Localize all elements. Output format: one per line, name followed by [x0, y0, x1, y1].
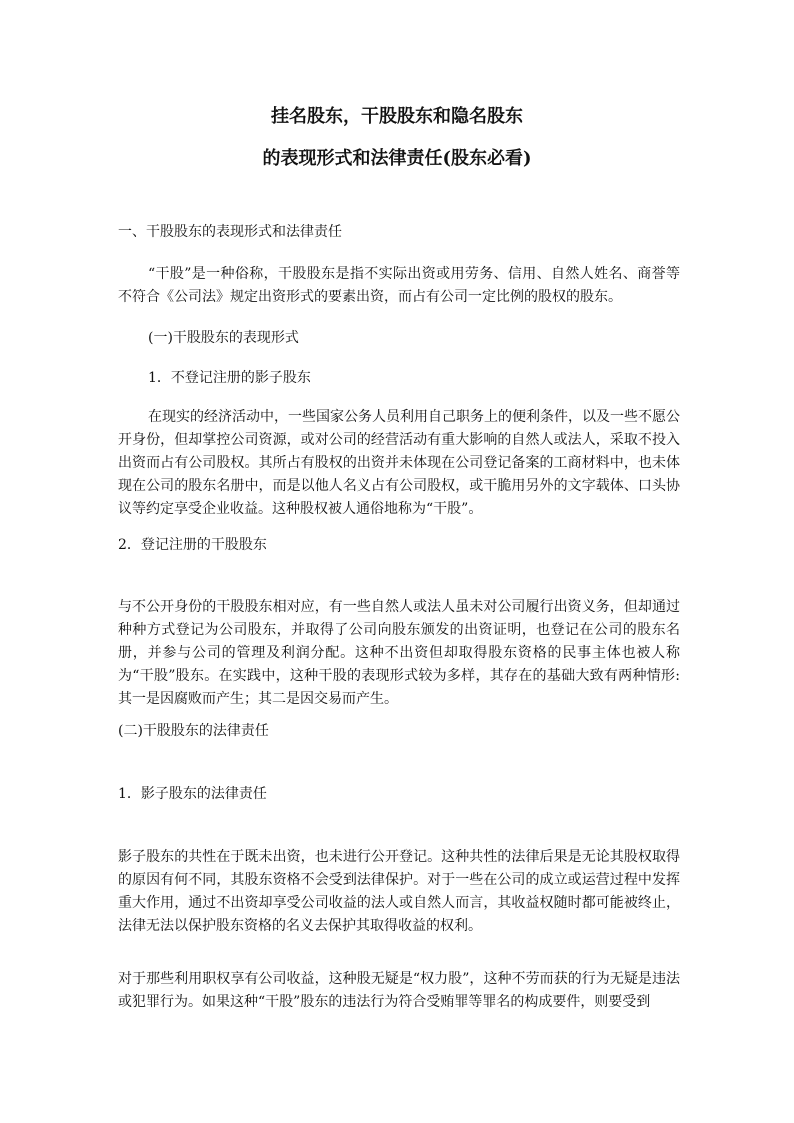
subsection-2-item-1-heading: 1．影子股东的法律责任	[118, 786, 267, 802]
subsection-2-heading: (二)干股股东的法律责任	[118, 723, 269, 739]
subsection-1-heading: (一)干股股东的表现形式	[148, 330, 299, 346]
subsection-1-item-1-heading: 1．不登记注册的影子股东	[148, 370, 311, 386]
paragraph-registered-shareholder: 与不公开身份的干股股东相对应，有一些自然人或法人虽未对公司履行出资义务，但却通过种种方式登记为公司股东，并取得了公司向股东颁发的出资证明，也登记在公司的股东名册，并参与公司的管理及利润分配。这种不出资但却取得股东资格的民事主体也被人称为“干股”股东。在实践中，这种干股的表现形式较为多样，其存在的基础大致有两种情形: 其一是因腐败而产生；其二是因交易而产生。	[118, 599, 680, 707]
document-title-line-2: 的表现形式和法律责任(股东必看)	[262, 148, 532, 169]
paragraph-shadow-shareholder: 在现实的经济活动中，一些国家公务人员利用自己职务上的便利条件，以及一些不愿公开身份，但却掌控公司资源，或对公司的经营活动有重大影响的自然人或法人，采取不投入出资而占有公司股权。其所占有股权的出资并未体现在公司登记备案的工商材料中，也未体现在公司的股东名册中，而是以他人名义占有公司股权，或干脆用另外的文字载体、口头协议等约定享受企业收益。这种股权被人通俗地称为“干股”。	[118, 409, 680, 517]
subsection-1-item-2-heading: 2．登记注册的干股股东	[118, 537, 267, 553]
paragraph-shadow-liability: 影子股东的共性在于既未出资，也未进行公开登记。这种共性的法律后果是无论其股权取得的原因有何不同，其股东资格不会受到法律保护。对于一些在公司的成立或运营过程中发挥重大作用，通过不出资却享受公司收益的法人或自然人而言，其收益权随时都可能被终止，法律无法以保护股东资格的名义去保护其取得收益的权利。	[118, 849, 680, 934]
paragraph-definition: “干股”是一种俗称，干股股东是指不实际出资或用劳务、信用、自然人姓名、商誉等不符合《公司法》规定出资形式的要素出资，而占有公司一定比例的股权的股东。	[118, 266, 680, 305]
document-title-line-1: 挂名股东，干股股东和隐名股东	[271, 106, 523, 127]
section-1-heading: 一、干股股东的表现形式和法律责任	[118, 224, 342, 240]
paragraph-power-share: 对于那些利用职权享有公司收益，这种股无疑是“权力股”，这种不劳而获的行为无疑是违法或犯罪行为。如果这种“干股”股东的违法行为符合受贿罪等罪名的构成要件，则要受到	[118, 971, 680, 1010]
